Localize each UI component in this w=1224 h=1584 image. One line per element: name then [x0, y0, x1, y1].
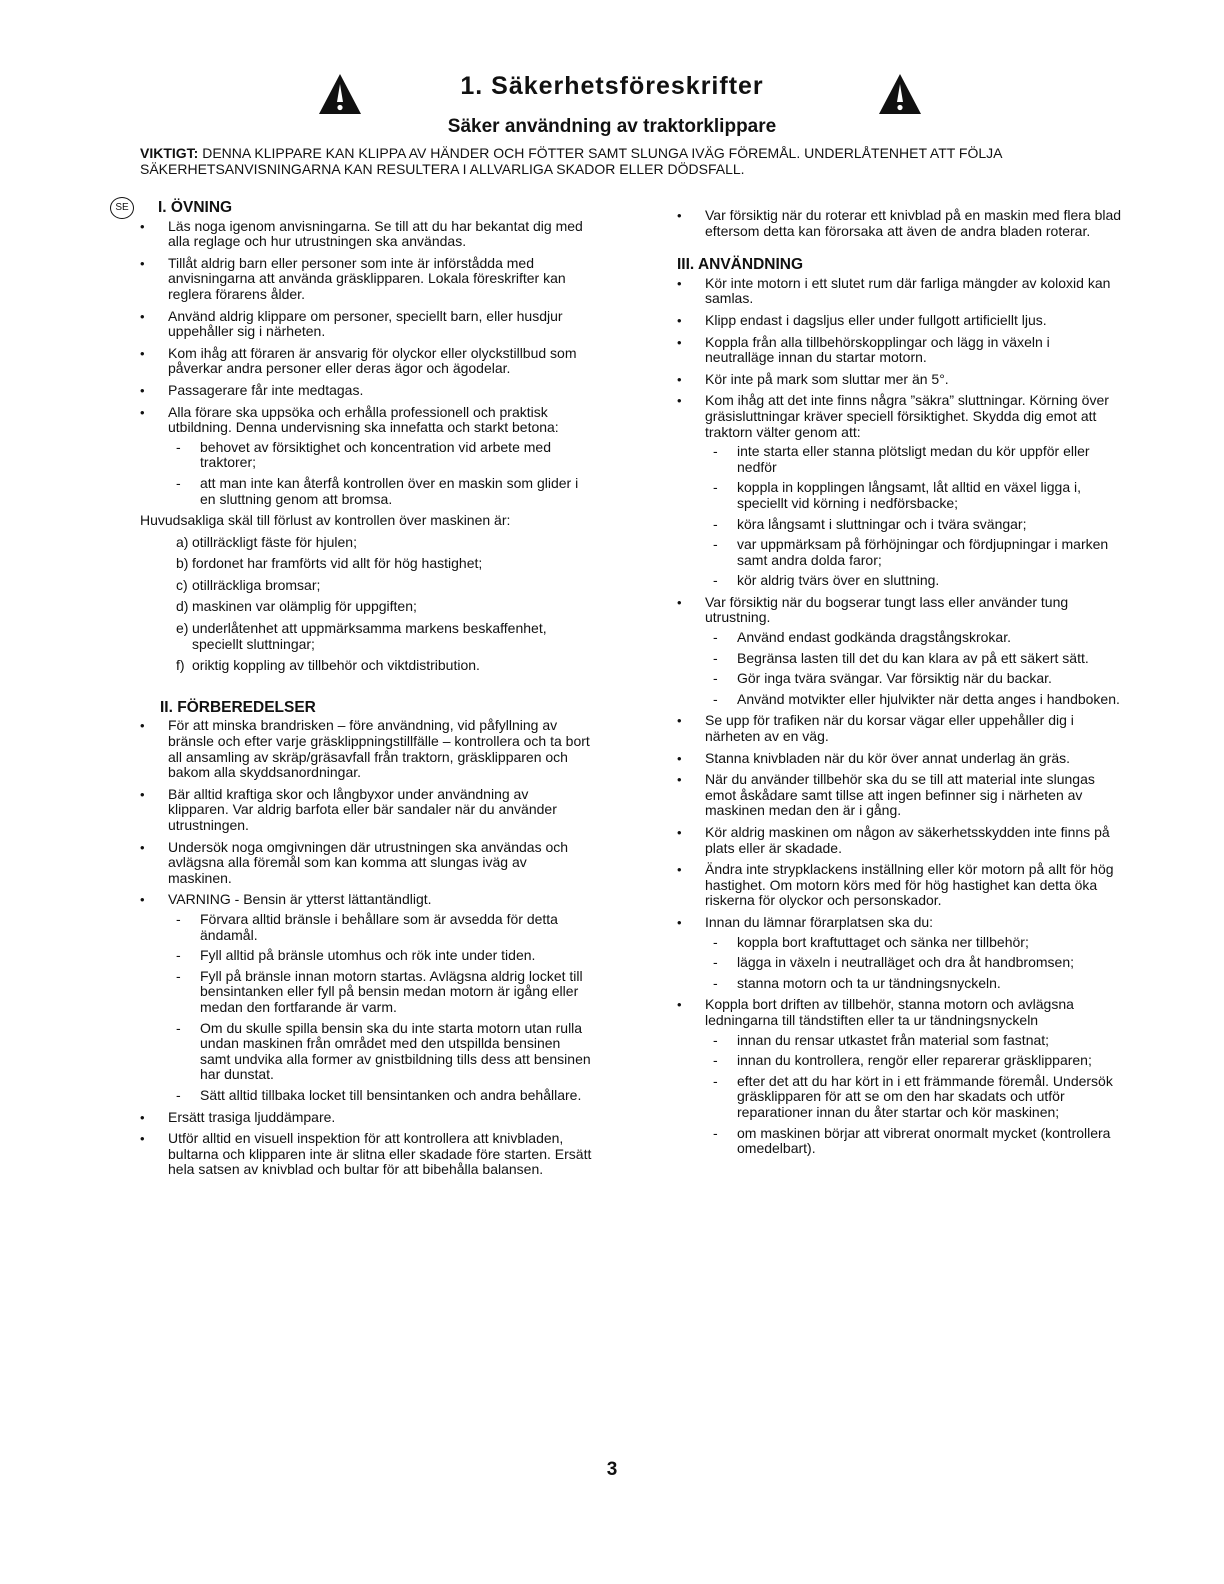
section-heading-ovning	[115, 199, 592, 216]
list-item-text: Koppla bort driften av tillbehör, stanna motorn och avlägsna ledningarna till tändstiften eller ta ur tändningsnyckeln	[705, 996, 1074, 1028]
sub-list-item: - innan du kontrollera, rengör eller reparerar gräsklipparen;	[677, 1053, 1122, 1069]
list-item	[677, 393, 1122, 589]
warning-triangle-icon	[878, 72, 922, 116]
list-item: • Ändra inte strypklackens inställning eller kör motorn på allt för hög hastighet. Om motorn körs med för hög hastighet kan detta öka riskerna för olyckor och personskador.	[677, 862, 1122, 909]
reason-item	[140, 556, 592, 572]
left-column	[115, 199, 592, 1184]
sub-list-item: - behovet av försiktighet och koncentration vid arbete med traktorer;	[140, 440, 592, 471]
right-column	[677, 208, 1122, 1163]
section3-list	[677, 276, 1122, 1157]
section-heading-text: I. ÖVNING	[158, 199, 233, 216]
list-item: • Koppla från alla tillbehörskopplingar och lägg in växeln i neutralläge innan du startar motorn.	[677, 335, 1122, 366]
reason-item	[140, 621, 592, 652]
sub-list-item: - koppla bort kraftuttaget och sänka ner tillbehör;	[677, 935, 1122, 951]
sub-list-item: - Fyll alltid på bränsle utomhus och rök inte under tiden.	[140, 948, 592, 964]
reason-text: maskinen var olämplig för uppgiften;	[192, 598, 417, 615]
list-item	[677, 997, 1122, 1156]
sub-list-item: - Om du skulle spilla bensin ska du inte starta motorn utan rulla undan maskinen från området med den utspillda bensinen samt undvika alla former av gnistbildning tills dess att bensinen har dunstat.	[140, 1021, 592, 1083]
list-item: • Stanna knivbladen när du kör över annat underlag än gräs.	[677, 751, 1122, 767]
sub-list-item: - Förvara alltid bränsle i behållare som är avsedda för detta ändamål.	[140, 912, 592, 943]
list-item: • Utför alltid en visuell inspektion för att kontrollera att knivbladen, bultarna och klipparen inte är slitna eller skadade före starten. Ersätt hela satsen av knivblad och bultar för att bibehålla balansen.	[140, 1131, 592, 1178]
list-item-text: Innan du lämnar förarplatsen ska du:	[705, 913, 934, 930]
sub-list-item: - efter det att du har kört in i ett främmande föremål. Undersök gräsklipparen för att se om den har skadats och utför reparationer innan du åter startar och kör maskinen;	[677, 1074, 1122, 1121]
sub-list-item: - Använd motvikter eller hjulvikter när detta anges i handboken.	[677, 692, 1122, 708]
reason-marker: a)	[176, 533, 189, 550]
sub-list-item: - att man inte kan återfå kontrollen över en maskin som glider i en sluttning genom att bromsa.	[140, 476, 592, 507]
list-item: • Kör inte motorn i ett slutet rum där farliga mängder av koloxid kan samlas.	[677, 276, 1122, 307]
sub-list-item: - om maskinen börjar att vibrerat onormalt mycket (kontrollera omedelbart).	[677, 1126, 1122, 1157]
sub-list-item: - lägga in växeln i neutralläget och dra åt handbromsen;	[677, 955, 1122, 971]
list-item: • För att minska brandrisken – före användning, vid påfyllning av bränsle och efter varje gräsklippningstillfälle – kontrollera och ta bort all ansamling av skräp/gräsavfall från traktorn, gräsklipparen och bakom alla skyddsanordningar.	[140, 718, 592, 780]
list-item: • Tillåt aldrig barn eller personer som inte är införstådda med anvisningarna att använda gräsklipparen. Lokala föreskrifter kan reglera förarens ålder.	[140, 256, 592, 303]
page-number: 3	[606, 1459, 618, 1480]
sub-list	[677, 444, 1122, 589]
section1-list	[140, 219, 592, 508]
sub-list-item: - Fyll på bränsle innan motorn startas. Avlägsna aldrig locket till bensintanken eller fyll på bensin medan motorn är igång eller medan den fortfarande är varm.	[140, 969, 592, 1016]
page-subtitle: Säker användning av traktorklippare	[447, 116, 777, 137]
list-item: • Kom ihåg att föraren är ansvarig för olyckor eller olyckstillbud som påverkar andra personer eller deras ägor och ägodelar.	[140, 346, 592, 377]
reason-marker: f)	[176, 657, 185, 674]
reason-text: otillräckligt fäste för hjulen;	[192, 533, 357, 550]
sub-list-item: - Begränsa lasten till det du kan klara av på ett säkert sätt.	[677, 651, 1122, 667]
paragraph: Huvudsakliga skäl till förlust av kontrollen över maskinen är:	[140, 512, 511, 529]
section2-list	[140, 718, 592, 1177]
reason-text: underlåtenhet att uppmärksamma markens beskaffenhet, speciellt sluttningar;	[192, 620, 547, 652]
sub-list-item: - koppla in kopplingen långsamt, låt alltid en växel ligga i, speciellt vid körning i nedförsbacke;	[677, 480, 1122, 511]
section-heading-anvandning: III. ANVÄNDNING	[677, 256, 804, 274]
reason-marker: e)	[176, 620, 189, 637]
page-header	[0, 68, 1224, 148]
list-item-text: Kom ihåg att det inte finns några ”säkra” sluttningar. Körning över gräsisluttningar kräver speciell försiktighet. Skydda dig emot att traktorn välter genom att:	[705, 392, 1109, 440]
reason-marker: b)	[176, 555, 189, 572]
reason-marker: d)	[176, 598, 189, 615]
list-item: • Ersätt trasiga ljuddämpare.	[140, 1110, 592, 1126]
list-item: • Var försiktig när du roterar ett knivblad på en maskin med flera blad eftersom detta kan förorsaka att även de andra bladen roterar.	[677, 208, 1122, 239]
sub-list-item: - Använd endast godkända dragstångskrokar.	[677, 630, 1122, 646]
sub-list	[677, 935, 1122, 992]
sub-list-item: - innan du rensar utkastet från material som fastnat;	[677, 1033, 1122, 1049]
reason-item	[140, 658, 592, 674]
list-item: • Läs noga igenom anvisningarna. Se till att du har bekantat dig med alla reglage och hur utrustningen ska användas.	[140, 219, 592, 250]
sub-list	[140, 912, 592, 1104]
sub-list-item: - Sätt alltid tillbaka locket till bensintanken och andra behållare.	[140, 1088, 592, 1104]
continued-list	[677, 208, 1122, 239]
reason-text: fordonet har framförts vid allt för hög hastighet;	[192, 555, 483, 572]
list-item	[140, 405, 592, 508]
page-title: 1. Säkerhetsföreskrifter	[460, 72, 764, 100]
list-item-text: Alla förare ska uppsöka och erhålla professionell och praktisk utbildning. Denna undervisning ska innefatta och starkt betona:	[168, 403, 559, 436]
list-item	[140, 892, 592, 1103]
reason-item	[140, 599, 592, 615]
list-item-text: Var försiktig när du bogserar tungt lass eller använder tung utrustning.	[705, 593, 1069, 626]
list-item: • Klipp endast i dagsljus eller under fullgott artificiellt ljus.	[677, 313, 1122, 329]
list-item: • Passagerare får inte medtagas.	[140, 383, 592, 399]
sub-list-item: - inte starta eller stanna plötsligt medan du kör uppför eller nedför	[677, 444, 1122, 475]
reason-text: oriktig koppling av tillbehör och viktdistribution.	[192, 657, 480, 674]
list-item	[677, 595, 1122, 708]
list-item: • Bär alltid kraftiga skor och långbyxor under användning av klipparen. Var aldrig barfota eller bär sandaler när du använder utrustningen.	[140, 787, 592, 834]
list-item: • Se upp för trafiken när du korsar vägar eller uppehåller dig i närheten av en väg.	[677, 713, 1122, 744]
list-item: • Undersök noga omgivningen där utrustningen ska användas och avlägsna alla föremål som kan komma att slungas iväg av maskinen.	[140, 840, 592, 887]
sub-list-item: - Gör inga tvära svängar. Var försiktig när du backar.	[677, 671, 1122, 687]
language-badge: SE	[110, 197, 134, 219]
reason-item	[140, 535, 592, 551]
sub-list	[677, 1033, 1122, 1157]
important-text: DENNA KLIPPARE KAN KLIPPA AV HÄNDER OCH FÖTTER SAMT SLUNGA IVÄG FÖREMÅL. UNDERLÅTENHET ATT FÖLJA SÄKERHETSANVISNINGARNA KAN RESULTERA I ALLVARLIGA SKADOR ELLER DÖDSFALL.	[140, 145, 1002, 177]
sub-list-item: - stanna motorn och ta ur tändningsnyckeln.	[677, 976, 1122, 992]
sub-list	[140, 440, 592, 507]
list-item	[677, 915, 1122, 991]
important-label: VIKTIGT:	[140, 145, 199, 161]
list-item: • Kör aldrig maskinen om någon av säkerhetsskydden inte finns på plats eller är skadade.	[677, 825, 1122, 856]
reason-item	[140, 578, 592, 594]
sub-list	[677, 630, 1122, 707]
sub-list-item: - var uppmärksam på förhöjningar och fördjupningar i marken samt andra dolda faror;	[677, 537, 1122, 568]
list-item: • Använd aldrig klippare om personer, speciellt barn, eller husdjur uppehåller sig i närheten.	[140, 309, 592, 340]
section-heading-forberedelser: II. FÖRBEREDELSER	[160, 698, 316, 716]
reasons-list	[140, 535, 592, 674]
important-notice	[140, 145, 1120, 177]
sub-list-item: - kör aldrig tvärs över en sluttning.	[677, 573, 1122, 589]
list-item: • Kör inte på mark som sluttar mer än 5°.	[677, 372, 1122, 388]
reason-text: otillräckliga bromsar;	[192, 576, 321, 593]
list-item: • När du använder tillbehör ska du se till att material inte slungas emot åskådare samt tillse att ingen befinner sig i närheten av maskinen medan den är i gång.	[677, 772, 1122, 819]
list-item-text: VARNING - Bensin är ytterst lättantändligt.	[168, 891, 432, 908]
reason-marker: c)	[176, 576, 188, 593]
sub-list-item: - köra långsamt i sluttningar och i tvära svängar;	[677, 517, 1122, 533]
